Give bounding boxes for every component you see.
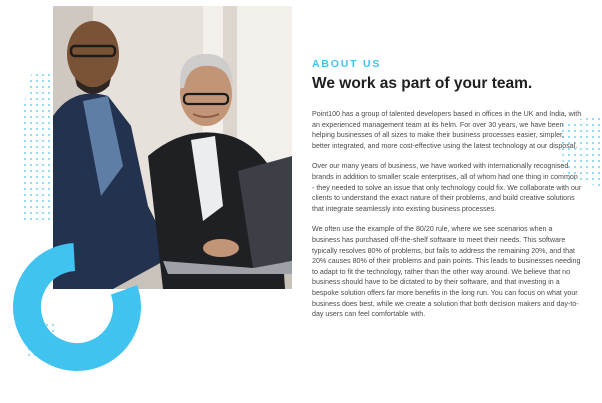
about-paragraph-1: Point100 has a group of talented developers based in offices in the UK and India, with an experienced management team at its helm. For over 30 years, we have been helping businesses of all sizes to make their business processes easier, simpler, better integrated, and more cost-effective using the latest technology at our disposal. — [312, 110, 582, 150]
about-paragraph-3: We often use the example of the 80/20 rule, where we see scenarios when a business has purchased off-the-shelf software to meet their needs. This software typically resolves 80% of problems, but fails to address the remaining 20%, and that 20% causes 80% of their problems and pain points. This leads to businesses needing to adapt to fit the technology, rather than the other way around. We believe that no business should have to be dictated to by their software, and that investing in a bespoke solution offers far more benefits in the long run. You can focus on what your business does best, while we create a solution that both decision makers and day-to-day users can feel comfortable with. — [312, 225, 581, 319]
about-paragraph-2: Over our many years of business, we have worked with internationally recognised brands in addition to smaller scale enterprises, all of whom had one thing in common - they needed to solve an issue that only technology could fix. We collaborate with our clients to understand the exact nature of their problems, and build creative solutions that integrate seamlessly into existing business processes. — [312, 162, 582, 213]
about-section — [312, 58, 582, 330]
accent-ring-shape — [12, 242, 142, 372]
about-headline: We work as part of your team. — [312, 75, 533, 92]
about-eyebrow: ABOUT US — [312, 58, 382, 70]
